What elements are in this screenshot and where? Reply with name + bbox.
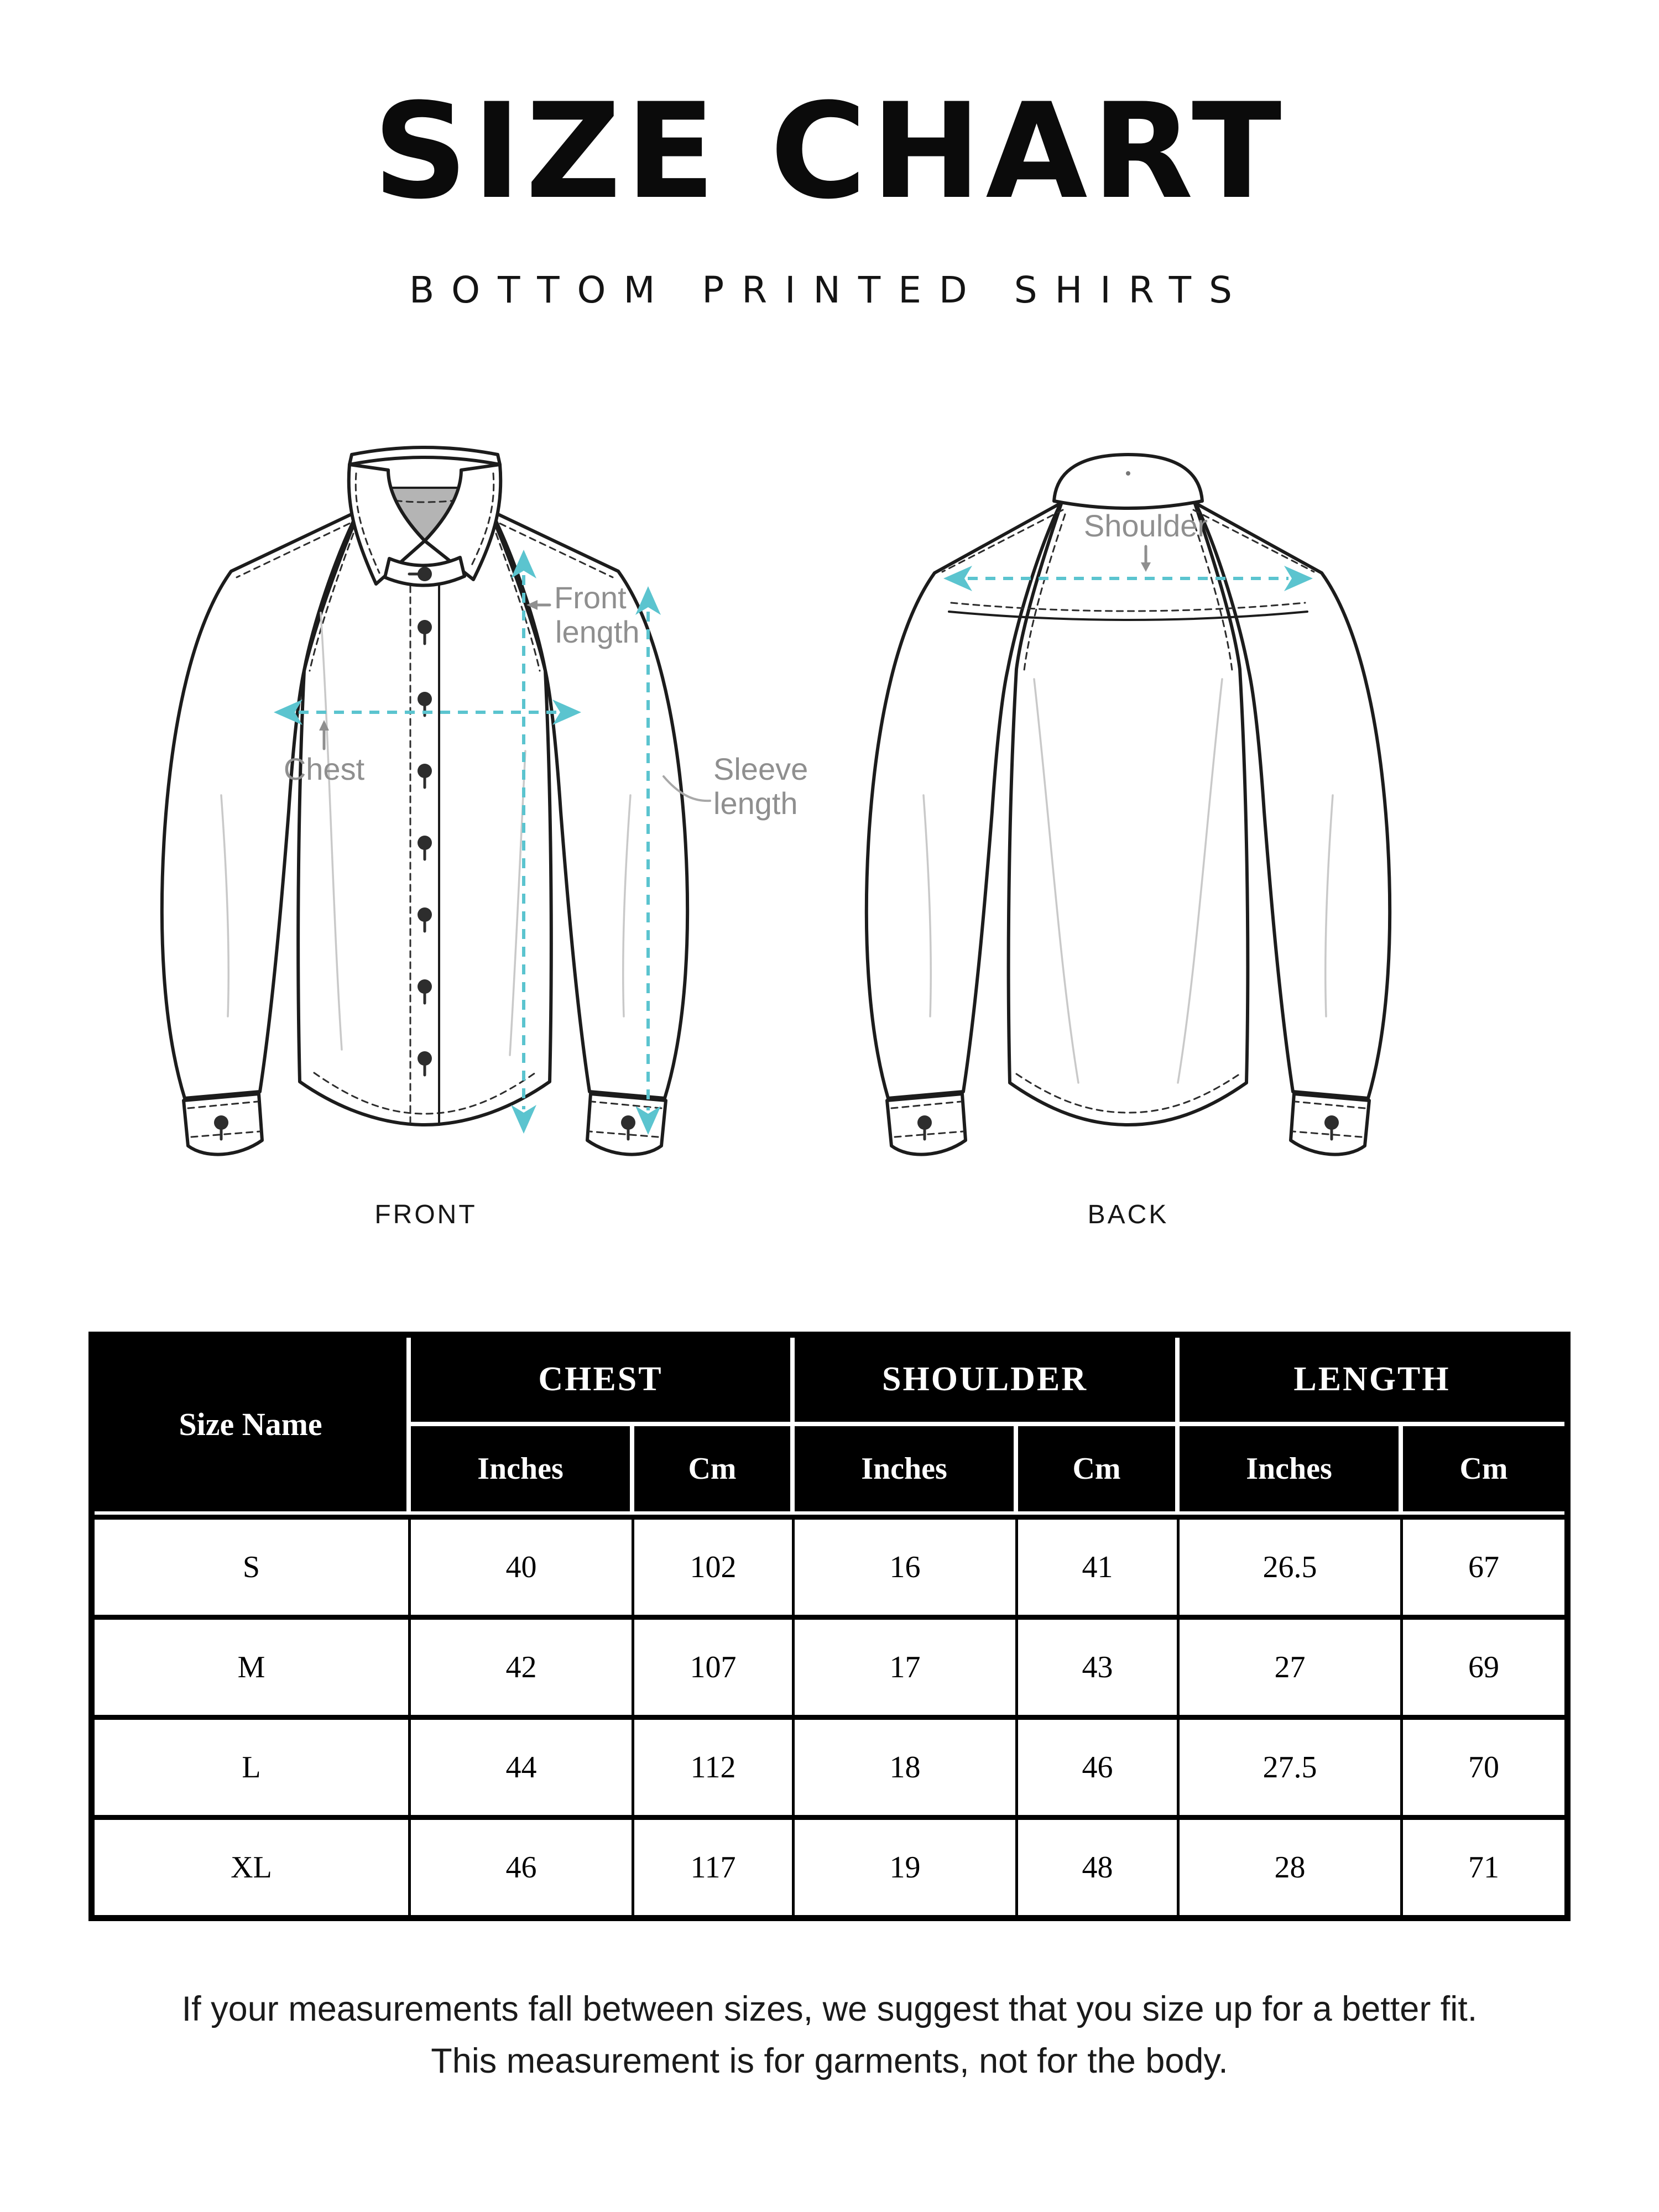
size-table-group-header-length: LENGTH bbox=[1180, 1338, 1564, 1426]
size-cell: XL bbox=[95, 1815, 411, 1915]
value-cell: 70 bbox=[1403, 1715, 1564, 1815]
size-table-group-header-chest: CHEST bbox=[411, 1338, 795, 1426]
back-left-cuff-button bbox=[917, 1115, 932, 1130]
value-cell: 19 bbox=[795, 1815, 1018, 1915]
chest-label-text: Chest bbox=[283, 751, 365, 786]
value-cell: 46 bbox=[1018, 1715, 1180, 1815]
back-shirt-illustration bbox=[867, 455, 1390, 1229]
size-cell: S bbox=[95, 1515, 411, 1615]
value-cell: 17 bbox=[795, 1615, 1018, 1715]
size-table-unit-header: Cm bbox=[1403, 1426, 1564, 1515]
size-cell: M bbox=[95, 1615, 411, 1715]
value-cell: 43 bbox=[1018, 1615, 1180, 1715]
front-right-cuff-button bbox=[621, 1115, 635, 1130]
value-cell: 117 bbox=[634, 1815, 795, 1915]
size-table-unit-header: Cm bbox=[634, 1426, 795, 1515]
size-table-unit-header: Inches bbox=[1180, 1426, 1403, 1515]
value-cell: 18 bbox=[795, 1715, 1018, 1815]
value-cell: 112 bbox=[634, 1715, 795, 1815]
front-caption: FRONT bbox=[374, 1199, 477, 1229]
front-length-label-line1: Front bbox=[554, 580, 627, 615]
value-cell: 27.5 bbox=[1180, 1715, 1403, 1815]
size-table bbox=[88, 1332, 1571, 1921]
value-cell: 27 bbox=[1180, 1615, 1403, 1715]
size-table-unit-header: Inches bbox=[411, 1426, 634, 1515]
value-cell: 44 bbox=[411, 1715, 634, 1815]
value-cell: 42 bbox=[411, 1615, 634, 1715]
front-collar bbox=[349, 447, 501, 586]
shirt-measurement-diagram bbox=[138, 441, 1521, 1243]
sleeve-length-label bbox=[664, 752, 808, 821]
value-cell: 16 bbox=[795, 1515, 1018, 1615]
back-caption: BACK bbox=[1087, 1199, 1169, 1229]
size-table-corner-header: Size Name bbox=[95, 1338, 411, 1515]
back-body bbox=[1009, 502, 1248, 1125]
front-shirt-illustration bbox=[162, 447, 808, 1229]
page-subtitle: BOTTOM PRINTED SHIRTS bbox=[409, 268, 1250, 311]
front-collar-button bbox=[418, 567, 432, 581]
value-cell: 102 bbox=[634, 1515, 795, 1615]
footer-note-line2: This measurement is for garments, not for the body. bbox=[431, 2042, 1228, 2081]
page-title: SIZE CHART bbox=[373, 75, 1286, 228]
footer-note bbox=[0, 1983, 1659, 2088]
value-cell: 48 bbox=[1018, 1815, 1180, 1915]
front-body bbox=[298, 511, 551, 1125]
front-length-label-line2: length bbox=[555, 614, 640, 649]
front-left-cuff-button bbox=[214, 1115, 228, 1130]
value-cell: 71 bbox=[1403, 1815, 1564, 1915]
size-table-group-header-shoulder: SHOULDER bbox=[795, 1338, 1180, 1426]
value-cell: 28 bbox=[1180, 1815, 1403, 1915]
value-cell: 26.5 bbox=[1180, 1515, 1403, 1615]
size-table-unit-header: Cm bbox=[1018, 1426, 1180, 1515]
size-cell: L bbox=[95, 1715, 411, 1815]
value-cell: 67 bbox=[1403, 1515, 1564, 1615]
value-cell: 69 bbox=[1403, 1615, 1564, 1715]
value-cell: 40 bbox=[411, 1515, 634, 1615]
sleeve-length-label-line2: length bbox=[713, 785, 798, 821]
page-header bbox=[0, 0, 1659, 311]
value-cell: 41 bbox=[1018, 1515, 1180, 1615]
back-collar bbox=[1054, 455, 1202, 508]
value-cell: 107 bbox=[634, 1615, 795, 1715]
shoulder-label-text: Shoulder bbox=[1083, 508, 1208, 543]
sleeve-length-label-line1: Sleeve bbox=[713, 751, 808, 786]
value-cell: 46 bbox=[411, 1815, 634, 1915]
size-table-unit-header: Inches bbox=[795, 1426, 1018, 1515]
footer-note-line1: If your measurements fall between sizes, we suggest that you size up for a better fit. bbox=[181, 1989, 1478, 2028]
back-right-cuff-button bbox=[1324, 1115, 1339, 1130]
